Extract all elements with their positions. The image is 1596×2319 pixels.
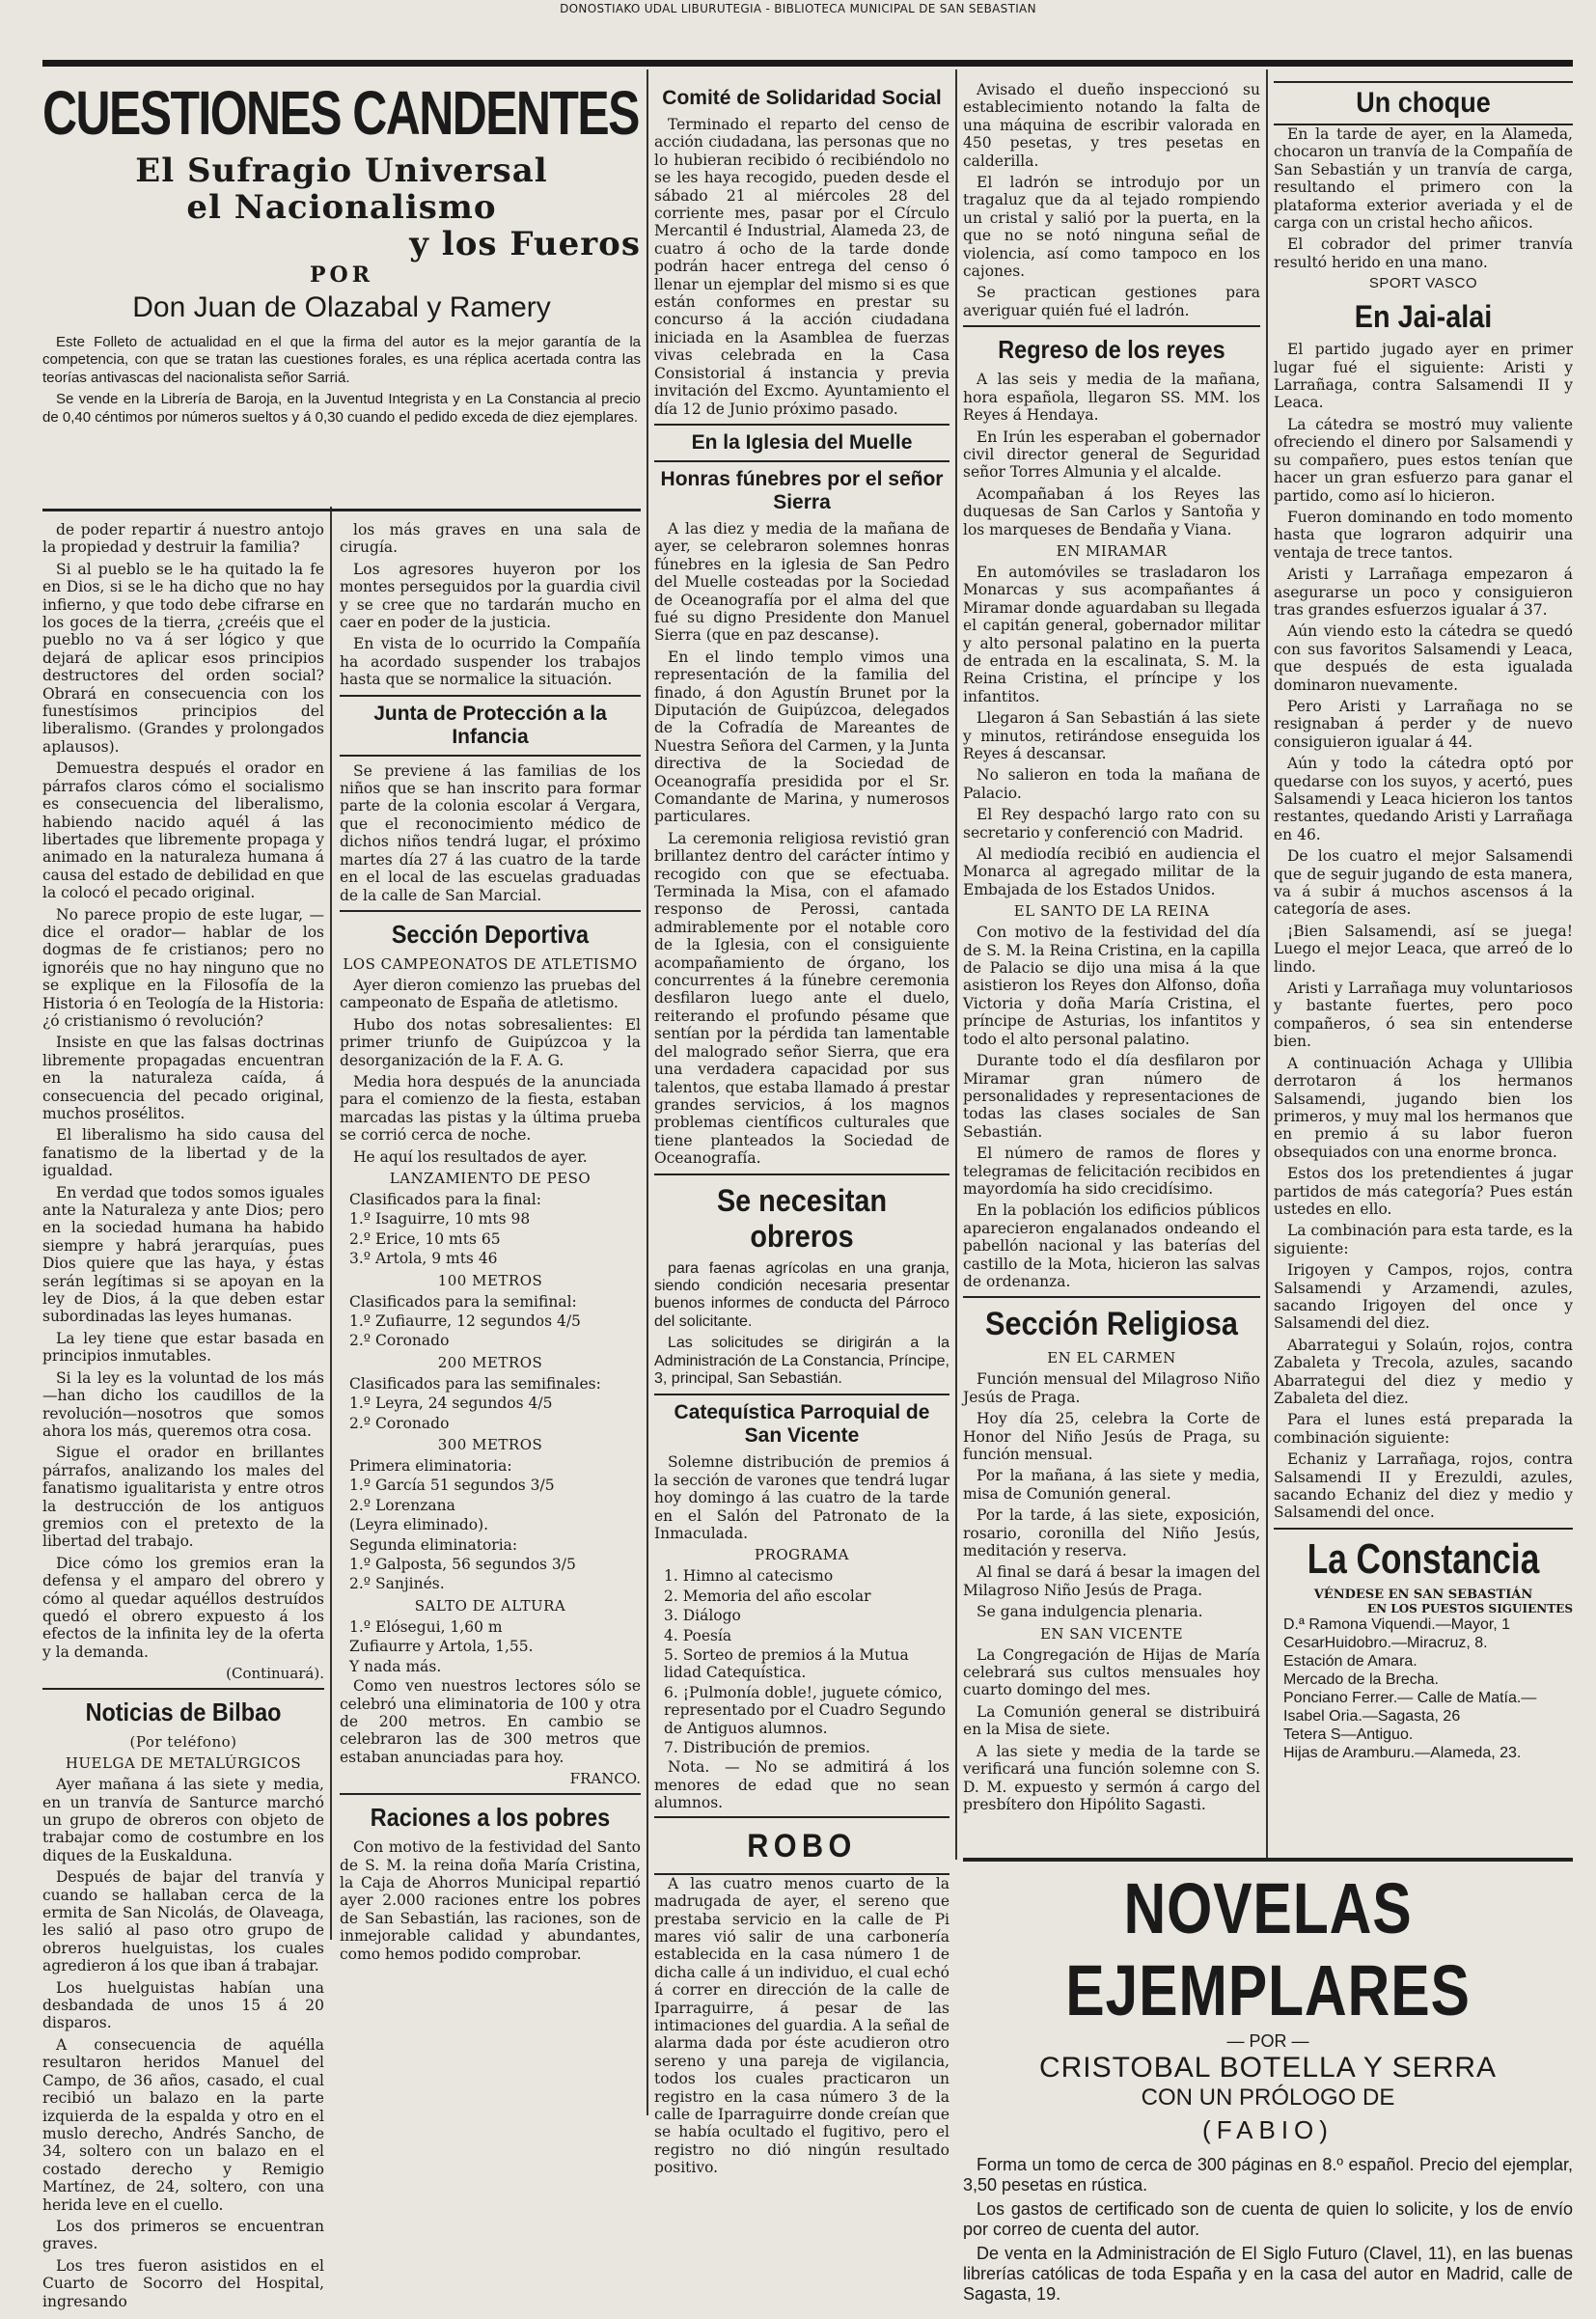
ad-text: De venta en la Administración de El Siglo Futuro (Clavel, 11), en las buenas librerías católicas de toda España y en la casa del autor en Madrid, calle de Sagasta, 19. xyxy=(963,2244,1573,2304)
section-title: Comité de Solidaridad Social xyxy=(662,87,942,109)
subhead: 300 METROS xyxy=(437,1436,543,1454)
library-header: DONOSTIAKO UDAL LIBURUTEGIA - BIBLIOTECA MUNICIPAL DE SAN SEBASTIAN xyxy=(560,2,1036,15)
article-text: En el lindo templo vimos una representación de la familia del finado, á don Agustín Brunet por la Diputación de Guipúzcoa, delegados de la Cofradía de Mareantes de Nuestra Señora del Carmen, y la Junta directiva de la Sociedad de Oceanografía presidida por el Sr. Comandante de Marina, y numerosos particulares. xyxy=(654,648,949,826)
list-item: 5. Sorteo de premios á la Mutua lidad Catequística. xyxy=(664,1646,909,1682)
article-text: La ley tiene que estar basada en principios inmutables. xyxy=(42,1329,324,1366)
article-text: Pero Aristi y Larrañaga no se resignaban á perder y de nuevo consiguieron igualar á 44. xyxy=(1274,697,1573,751)
article-text: A las diez y media de la mañana de ayer, se celebraron solemnes honras fúnebres en la iglesia de San Pedro del Muelle costeadas por la Sociedad de Oceanografía por el alma del que fué su digno Presidente don Manuel Sierra (que en paz descanse). xyxy=(654,519,949,645)
article-text: Para el lunes está preparada la combinación siguiente: xyxy=(1274,1411,1573,1447)
article-text: Nota. — No se admitirá á los menores de edad que no sean alumnos. xyxy=(654,1758,949,1812)
list-item: Clasificados para las semifinales: xyxy=(349,1374,601,1393)
list-item: Zufiaurre y Artola, 1,55. xyxy=(349,1638,534,1656)
column-rule xyxy=(1266,69,1268,1860)
article-text: Sigue el orador en brillantes párrafos, analizando los males del fanatismo igualitarista y entre otros la destrucción de los antiguos gremios con el pretexto de la libertad del trabajo. xyxy=(42,1444,324,1551)
article-text: Avisado el dueño inspeccionó su establecimiento notando la falta de una máquina de escribir valorada en 450 pesetas, y tres pesetas en calderilla. xyxy=(963,81,1260,170)
article-text: En la tarde de ayer, en la Alameda, chocaron un tranvía de la Compañía de San Sebastián y un tranvía de carga, resultando el primero con la plataforma exterior averiada y el de carga con un cristal hecho añicos. xyxy=(1274,125,1573,233)
list-item: 1.º Leyra, 24 segundos 4/5 xyxy=(349,1394,553,1413)
article-text: los más graves en una sala de cirugía. xyxy=(340,521,641,557)
subhead: VÉNDESE EN SAN SEBASTIÁN xyxy=(1313,1587,1533,1602)
list-item: 7. Distribución de premios. xyxy=(664,1739,870,1757)
article-text: Las solicitudes se dirigirán a la Administración de La Constancia, Príncipe, 3, principal, San Sebastián. xyxy=(654,1335,949,1387)
vendor: Tetera S—Antiguo. xyxy=(1283,1725,1414,1743)
section-title: Raciones a los pobres xyxy=(370,1803,611,1833)
list-item: 2.º Coronado xyxy=(349,1332,450,1350)
list-item: (Leyra eliminado). xyxy=(349,1516,489,1534)
article-text: Dice cómo los gremios eran la defensa y el amparo del obrero y cómo al quedar aquéllos destruídos quedó el obrero expuesto á los efectos de la infinita ley de la oferta y la demanda. xyxy=(42,1554,324,1661)
column-4 xyxy=(963,81,1260,1857)
section-title: Honras fúnebres por el señor Sierra xyxy=(660,467,944,513)
article-text: He aquí los resultados de ayer. xyxy=(353,1147,588,1166)
list-item: 2.º Erice, 10 mts 65 xyxy=(349,1229,501,1248)
article-text: A consecuencia de aquélla resultaron heridos Manuel del Campo, de 36 años, casado, el cual recibió un balazo en la parte izquierda de la espalda y otro en el muslo derecho, Andrés Sancho, de 34, soltero con un balazo en el costado derecho y Remigio Martínez, de 24, soltero, con una herida leve en el cuello. xyxy=(42,2035,324,2214)
section-title: Junta de Protección a la Infancia xyxy=(373,702,607,748)
rule xyxy=(654,1394,949,1395)
rule xyxy=(963,1296,1260,1298)
article-text: En Irún les esperaban el gobernador civil director general de Seguridad señor Torres Almunia y el alcalde. xyxy=(963,428,1260,482)
rule xyxy=(340,910,641,912)
article-text: En vista de lo ocurrido la Compañía ha acordado suspender los trabajos hasta que se normalice la situación. xyxy=(340,635,641,689)
article-text: No salieron en toda la mañana de Palacio. xyxy=(963,766,1260,802)
ad-author: CRISTOBAL BOTELLA Y SERRA xyxy=(1038,2052,1498,2084)
rule xyxy=(963,325,1260,327)
ad-text: Forma un tomo de cerca de 300 páginas en 8.º español. Precio del ejemplar, 3,50 pesetas en rústica. xyxy=(963,2155,1573,2195)
rule xyxy=(654,424,949,426)
subhead: SPORT VASCO xyxy=(1368,275,1478,292)
list-item: 2.º Sanjinés. xyxy=(349,1575,445,1593)
ad-por: — POR — xyxy=(1226,2031,1309,2051)
list-item: 1.º García 51 segundos 3/5 xyxy=(349,1477,555,1495)
article-text: Llegaron á San Sebastián á las siete y minutos, retirándose enseguida los Reyes á descansar. xyxy=(963,709,1260,762)
list-item: 4. Poesía xyxy=(664,1626,732,1644)
vendor: Ponciano Ferrer.— Calle de Matía.— xyxy=(1283,1689,1537,1706)
article-text: El cobrador del primer tranvía resultó herido en una mano. xyxy=(1274,235,1573,271)
article-text: Los dos primeros se encuentran graves. xyxy=(42,2217,324,2253)
subhead: EN EL CARMEN xyxy=(1047,1349,1176,1367)
list-item: 1.º Isaguirre, 10 mts 98 xyxy=(349,1210,531,1229)
article-text: La Comunión general se distribuirá en la Misa de siete. xyxy=(963,1702,1260,1739)
section-title: En Jai-alai xyxy=(1354,299,1493,335)
article-text: En verdad que todos somos iguales ante la Naturaleza y ante Dios; pero en la sociedad humana ha habido siempre y habrá jerarquías, pues Dios quiere que las haya, y éstas serán legítimas si se apoyan en la ley de Dios, á la que deben estar subordinadas las leyes humanas. xyxy=(42,1183,324,1326)
list-item: 6. ¡Pulmonía doble!, juguete cómico, representado por el Cuadro Segundo de Antiguos alumnos. xyxy=(664,1683,947,1737)
subhead: EN LOS PUESTOS SIGUIENTES xyxy=(1366,1601,1573,1615)
article-text: Función mensual del Milagroso Niño Jesús de Praga. xyxy=(963,1370,1260,1406)
article-text: Irigoyen y Campos, rojos, contra Salsamendi y Arzamendi, azules, sacando Irigoyen del once y Salsamendi del diez. xyxy=(1274,1261,1573,1333)
article-text: Abarrategui y Solaún, rojos, contra Zabaleta y Trecola, azules, sacando Abarrategui del diez y medio y Zabaleta del diez. xyxy=(1274,1336,1573,1407)
rule xyxy=(654,460,949,462)
list-item: 1. Himno al catecismo xyxy=(664,1567,834,1586)
subhead: LANZAMIENTO DE PESO xyxy=(389,1169,592,1187)
article-text: Al mediodía recibió en audiencia el Monarca al agregado militar de la Embajada de los Estados Unidos. xyxy=(963,845,1260,898)
column-rule xyxy=(955,69,957,1860)
article-text: A las seis y media de la mañana, hora española, llegaron SS. MM. los Reyes á Hendaya. xyxy=(963,371,1260,425)
column-5 xyxy=(1274,81,1573,1857)
article-text: Como ven nuestros lectores sólo se celebró una eliminatoria de 100 y otra de 200 metros. En cambio se celebraron las de 300 metros que estaban anunciadas para hoy. xyxy=(340,1677,641,1766)
article-text: La cátedra se mostró muy valiente ofreciendo el dinero por Salsamendi y su compañero, pues estos tenían que hacer un gran esfuerzo para ganar el partido, como así lo hicieron. xyxy=(1274,415,1573,505)
article-text: Si la ley es la voluntad de los más—han dicho los caudillos de la revolución—nosotros que somos ahora los más, queremos otra cosa. xyxy=(42,1368,324,1440)
article-text: Terminado el reparto del censo de acción ciudadana, las personas que no lo hubieran recibido ó recibiéndolo no se les haya recogido, pueden desde el sábado 21 al miércoles 28 del corriente mes, pasar por el Círculo Mercantil é Industrial, Alameda 23, de cuatro á ocho de la tarde donde podrán hacer entrega del censo ó llenar un ejemplar del mismo si es que están conformes en prestar su concurso á la acción ciudadana iniciada en la Asamblea de fuerzas vivas celebrada en la Casa Consistorial á instancia y previa invitación del Excmo. Ayuntamiento el día 12 de Junio próximo pasado. xyxy=(654,116,949,418)
section-title: Se necesitan obreros xyxy=(716,1182,888,1254)
article-text: Los huelguistas habían una desbandada de unos 15 á 20 disparos. xyxy=(42,1978,324,2032)
subhead: 200 METROS xyxy=(437,1353,543,1371)
article-text: Los tres fueron asistidos en el Cuarto de Socorro del Hospital, ingresando xyxy=(42,2256,324,2310)
article-text: Hoy día 25, celebra la Corte de Honor del Niño Jesús de Praga, su función mensual. xyxy=(963,1410,1260,1463)
article-text: para faenas agrícolas en una granja, siendo condición necesaria presentar buenos informes de conducta del Párroco del solicitante. xyxy=(654,1259,949,1330)
list-item: Clasificados para la final: xyxy=(349,1190,541,1208)
article-text: La Congregación de Hijas de María celebrará sus cultos mensuales hoy cuarto domingo del mes. xyxy=(963,1645,1260,1699)
ad-title: NOVELAS EJEMPLARES xyxy=(1065,1868,1471,2030)
article-text: La combinación para esta tarde, es la siguiente: xyxy=(1274,1222,1573,1257)
list-item: 3.º Artola, 9 mts 46 xyxy=(349,1250,498,1268)
article-text: ¡Bien Salsamendi, así se juega! Luego el mejor Leaca, que arreó de lo lindo. xyxy=(1274,922,1573,976)
subhead: LOS CAMPEONATOS DE ATLETISMO xyxy=(343,954,638,973)
subhead: PROGRAMA xyxy=(755,1546,849,1564)
article-text: Aún y todo la cátedra optó por quedarse con los suyos, y acertó, pues Salsamendi y Leaca hicieron los tantos restantes, quedando Aristi y Larrañaga en 46. xyxy=(1274,755,1573,843)
article-text: El ladrón se introdujo por un tragaluz que da al tejado rompiendo un cristal y salió por la puerta, en la que no se notó ninguna señal de violencia, así como tampoco en los cajones. xyxy=(963,174,1260,281)
article-text: Fueron dominando en todo momento hasta que lograron adquirir una ventaja de trece tantos. xyxy=(1274,508,1573,562)
article-text: Se previene á las familias de los niños que se han inscrito para formar parte de la colonia escolar á Vergara, que el reconocimiento médico de dichos niños tendrá lugar, el próximo martes día 27 á las cuatro de la tarde en el local de las escuelas graduadas de la calle de San Marcial. xyxy=(340,761,641,904)
list-item: 3. Diálogo xyxy=(664,1607,741,1625)
column-3 xyxy=(654,81,950,2177)
ad-novelas xyxy=(963,1867,1573,2304)
article-text: Aristi y Larrañaga empezaron á asegurarse un poco y consiguieron tras grandes esfuerzos igualar á 37. xyxy=(1274,566,1573,619)
article-text: Aún viendo esto la cátedra se quedó con sus favoritos Salsamendi y Leaca, que después de esta igualada dominaron nuevamente. xyxy=(1274,622,1573,694)
section-title: En la Iglesia del Muelle xyxy=(691,430,913,454)
continuara: (Continuará). xyxy=(226,1665,324,1683)
article-text: Solemne distribución de premios á la sección de varones que tendrá lugar hoy domingo á las cuatro de la tarde en el Salón del Patronato de la Inmaculada. xyxy=(654,1453,950,1542)
vendor: D.ª Ramona Viquendi.—Mayor, 1 xyxy=(1283,1615,1511,1633)
article-text: Durante todo el día desfilaron por Miramar gran número de personalidades y representaciones de todas las clases sociales de San Sebastián. xyxy=(963,1052,1260,1141)
list-item: Y nada más. xyxy=(349,1657,442,1675)
ad-rule xyxy=(963,1858,1573,1862)
list-item: 1.º Galposta, 56 segundos 3/5 xyxy=(349,1556,576,1574)
article-text: Ayer mañana á las siete y media, en un tranvía de Santurce marchó un grupo de obreros con objeto de trabajar como de costumbre en los diques de la Euskalduna. xyxy=(42,1776,324,1864)
article-text: Aristi y Larrañaga muy voluntariosos y bastante fuertes, pero poco compañeros, ó sea sin entenderse bien. xyxy=(1274,980,1573,1051)
subhead: EN SAN VICENTE xyxy=(1039,1624,1184,1643)
article-text: Hubo dos notas sobresalientes: El primer triunfo de Guipúzcoa y la desorganización de la F. A. G. xyxy=(340,1015,641,1069)
article-text: No parece propio de este lugar, —dice el orador— hablar de los dogmas de fe cristianos; pero no ignoréis que no hay ninguno que no se explique en la Filosofía de la Historia ó en Teología de la Historia: ¿ó cristianismo ó revolución? xyxy=(42,905,324,1030)
subhead: SALTO DE ALTURA xyxy=(414,1596,566,1615)
column-rule xyxy=(330,507,332,1940)
rule xyxy=(340,755,641,757)
ad-subtitle: (FABIO) xyxy=(1202,2115,1334,2144)
list-item: 2.º Lorenzana xyxy=(349,1496,455,1514)
article-text: La ceremonia religiosa revistió gran brillantez dentro del carácter íntimo y recogido con que se efectuaba. Terminada la Misa, con el afamado responso de Perossi, cantada admirablemente por el notable coro de la Iglesia, con el consiguiente acompañamiento de órgano, los concurrentes á la fúnebre ceremonia desfilaron luego ante el duelo, reiterando el profundo pésame que sentían por la pérdida tan lamentable del malogrado señor Sierra, que era una verdadera capacidad por sus talentos, que estaba llamado á prestar grandes servicios, á los magnos problemas científicos culturales que tiene planteados la Sociedad de Oceanografía. xyxy=(654,829,949,1168)
list-item: Segunda eliminatoria: xyxy=(349,1535,518,1554)
subhead: HUELGA DE METALÚRGICOS xyxy=(65,1754,302,1773)
ad-author: Don Juan de Olazabal y Ramery xyxy=(132,291,551,323)
section-title: Un choque xyxy=(1356,87,1491,119)
article-text: Al final se dará á besar la imagen del Milagroso Niño Jesús de Praga. xyxy=(963,1563,1260,1599)
ad-text: Los gastos de certificado son de cuenta de quien lo solicite, y los de envío por correo de cuenta del autor. xyxy=(963,2199,1573,2239)
article-text: El liberalismo ha sido causa del fanatismo de la libertad y de la igualdad. xyxy=(42,1126,324,1180)
ad-subtitle: el Nacionalismo xyxy=(186,188,497,227)
list-item: Clasificados para la semifinal: xyxy=(349,1292,577,1311)
ad-subtitle: y los Fueros xyxy=(409,225,641,263)
article-text: Demuestra después el orador en párrafos claros cómo el socialismo es consecuencia del liberalismo, habiendo nacido aquél á las libertades que libremente propaga y animado en la naturaleza humana á causa del estado de debilidad en que la colocó el pecado original. xyxy=(42,759,324,902)
rule xyxy=(654,1173,949,1175)
vendor: Isabel Oria.—Sagasta, 26 xyxy=(1283,1707,1461,1725)
list-item: 2. Memoria del año escolar xyxy=(664,1587,871,1605)
signature: FRANCO. xyxy=(569,1770,641,1788)
vendor: Mercado de la Brecha. xyxy=(1283,1670,1439,1688)
ad-text: Se vende en la Librería de Baroja, en la Juventud Integrista y en La Constancia al precio de 0,40 céntimos por números sueltos y á 0,30 cuando el pedido exceda de diez ejemplares. xyxy=(42,391,641,426)
section-title: Noticias de Bilbao xyxy=(85,1698,282,1727)
article-text: Ayer dieron comienzo las pruebas del campeonato de España de atletismo. xyxy=(340,976,641,1012)
article-text: Por la mañana, á las siete y media, misa de Comunión general. xyxy=(963,1467,1260,1503)
article-text: A continuación Achaga y Ullibia derrotaron á los hermanos Salsamendi, jugando bien los primeros, y muy mal los hermanos que en premio á su labor fueron obsequiados con una enorme bronca. xyxy=(1274,1054,1573,1161)
rule xyxy=(42,1688,324,1690)
article-text: Si al pueblo se le ha quitado la fe en Dios, si se le ha dicho que no hay infierno, y que todo debe cifrarse en los goces de la tierra, ¿creéis que el pueblo no va á ser lógico y que dejará de aplicar esos principios destructores del orden social? Obrará en consecuencia con los funestísimos principios del liberalismo. (Grandes y prolongados aplausos). xyxy=(42,560,324,756)
article-text: Se practican gestiones para averiguar quién fué el ladrón. xyxy=(963,284,1260,319)
article-text: Después de bajar del tranvía y cuando se hallaban cerca de la ermita de San Nicolás, de Olaveaga, les salió al paso otro grupo de obreros huelguistas, los cuales agredieron á los que iban á trabajar. xyxy=(42,1868,324,1975)
section-title: Sección Deportiva xyxy=(391,919,590,949)
article-text: Por la tarde, á las siete, exposición, rosario, coronilla del Niño Jesús, meditación y reserva. xyxy=(963,1506,1260,1560)
list-item: Primera eliminatoria: xyxy=(349,1457,512,1476)
ad-subtitle: El Sufragio Universal xyxy=(135,152,548,190)
column-rule xyxy=(647,69,648,2115)
list-item: 1.º Elósegui, 1,60 m xyxy=(349,1617,503,1636)
article-text: Estos dos los pretendientes á jugar partidos de más categoría? Pues están ustedes en ello. xyxy=(1274,1165,1573,1218)
ad-cuestiones xyxy=(42,69,641,504)
article-text: En automóviles se trasladaron los Monarcas y sus acompañantes á Miramar donde aguardaban su llegada el capitán general, gobernador militar y alto personal palatino en la puerta de entrada en la escalinata, S. M. la Reina Cristina, el príncipe y los infantitos. xyxy=(963,563,1260,705)
section-title: Sección Religiosa xyxy=(985,1306,1238,1343)
article-text: En la población los edificios públicos aparecieron engalanados ondeando el pabellón nacional y las baterías del castillo de la Mota, hicieron las salvas de ordenanza. xyxy=(963,1201,1260,1290)
list-item: 1.º Zufiaurre, 12 segundos 4/5 xyxy=(349,1312,581,1330)
article-text: A las cuatro menos cuarto de la madrugada de ayer, el sereno que prestaba servicio en la calle de Pi mares vió salir de una carbonería establecida en la casa número 1 de dicha calle á un individuo, el cual echó á correr en dirección de la calle de Iparraguirre, á pesar de las intimaciones del guardia. A la señal de alarma dada por éste acudieron otro sereno y una pareja de vigilancia, todos los cuales practicaron un registro en la casa número 3 de la calle de Iparraguirre donde creían que se había ocultado el fugitivo, pero el registro no dió ningún resultado positivo. xyxy=(654,1874,949,2177)
rule xyxy=(340,695,641,697)
vendor: Estación de Amara. xyxy=(1283,1652,1417,1670)
rule xyxy=(340,1793,641,1795)
section-title: ROBO xyxy=(747,1827,857,1864)
top-rule xyxy=(42,60,1573,67)
vendor: CesarHuidobro.—Miracruz, 8. xyxy=(1283,1634,1488,1651)
vendor: Hijas de Aramburu.—Alameda, 23. xyxy=(1283,1744,1522,1761)
subhead: 100 METROS xyxy=(437,1271,543,1289)
column-1 xyxy=(42,521,324,2310)
article-text: Se gana indulgencia plenaria. xyxy=(977,1603,1203,1621)
article-text: Con motivo de la festividad del Santo de S. M. la reina doña María Cristina, la Caja de Ahorros Municipal repartió ayer 2.000 raciones entre los pobres de San Sebastián, las raciones, son de inmejorable calidad y abundantes, como hemos podido comprobar. xyxy=(340,1838,641,1963)
subhead: (Por teléfono) xyxy=(129,1733,237,1752)
article-text: Insiste en que las falsas doctrinas libremente propagadas encuentran en la naturaleza caída, á consecuencia del pecado original, muchos prosélitos. xyxy=(42,1034,324,1122)
column-2 xyxy=(340,521,641,1988)
ad-text: Este Folleto de actualidad en el que la firma del autor es la mejor garantía de la competencia, con que se tratan las cuestiones forales, es una réplica acertada contra las teorías antivascas del nacionalista señor Sarriá. xyxy=(42,334,641,386)
article-text: Media hora después de la anunciada para el comienzo de la fiesta, estaban marcadas las pistas y la última prueba se corrió cerca de noche. xyxy=(340,1072,641,1145)
article-text: de poder repartir á nuestro antojo la propiedad y destruir la familia? xyxy=(42,521,324,557)
section-title: Regreso de los reyes xyxy=(998,335,1225,365)
article-text: Echaniz y Larrañaga, rojos, contra Salsamendi II y Erezuldi, azules, sacando Echaniz del diez y medio y Salsamendi del once. xyxy=(1274,1450,1573,1522)
ad-title: CUESTIONES CANDENTES xyxy=(42,78,639,148)
subhead: EN MIRAMAR xyxy=(1056,541,1168,560)
list-item: 2.º Coronado xyxy=(349,1414,450,1432)
article-text: De los cuatro el mejor Salsamendi que de seguir jugando de esta manera, va á subir á muchos ascensos á la categoría de ases. xyxy=(1274,847,1573,919)
ad-rule xyxy=(42,509,641,511)
rule xyxy=(1274,1528,1573,1530)
ad-subtitle: CON UN PRÓLOGO DE xyxy=(1141,2084,1395,2111)
article-text: Los agresores huyeron por los montes perseguidos por la guardia civil y se cree que no tardarán mucho en caer en poder de la justicia. xyxy=(340,560,641,632)
ad-por: POR xyxy=(310,262,373,288)
article-text: A las siete y media de la tarde se verificará una función solemne con S. D. M. expuesto y sermón á cargo del presbítero don Hipólito Sagasti. xyxy=(963,1742,1260,1813)
section-title: Catequística Parroquial de San Vicente xyxy=(674,1401,930,1448)
article-text: El partido jugado ayer en primer lugar fué el siguiente: Aristi y Larrañaga, contra Salsamendi II y Leaca. xyxy=(1274,341,1573,412)
article-text: Acompañaban á los Reyes las duquesas de San Carlos y Santoña y los marqueses de Bendaña y Viana. xyxy=(963,484,1260,538)
article-text: El Rey despachó largo rato con su secretario y conferenció con Madrid. xyxy=(963,806,1260,842)
subhead: EL SANTO DE LA REINA xyxy=(1013,902,1210,921)
article-text: Con motivo de la festividad del día de S. M. la Reina Cristina, en la capilla de Palacio se dijo una misa á la que asistieron los Reyes don Alfonso, doña Victoria y doña María Cristina, el príncipe de Asturias, los infantitos y todo el alto personal palatino. xyxy=(963,924,1260,1048)
masthead-logo: La Constancia xyxy=(1307,1534,1540,1583)
article-text: El número de ramos de flores y telegramas de felicitación recibidos en mayordomía ha sido crecidísimo. xyxy=(963,1145,1260,1198)
